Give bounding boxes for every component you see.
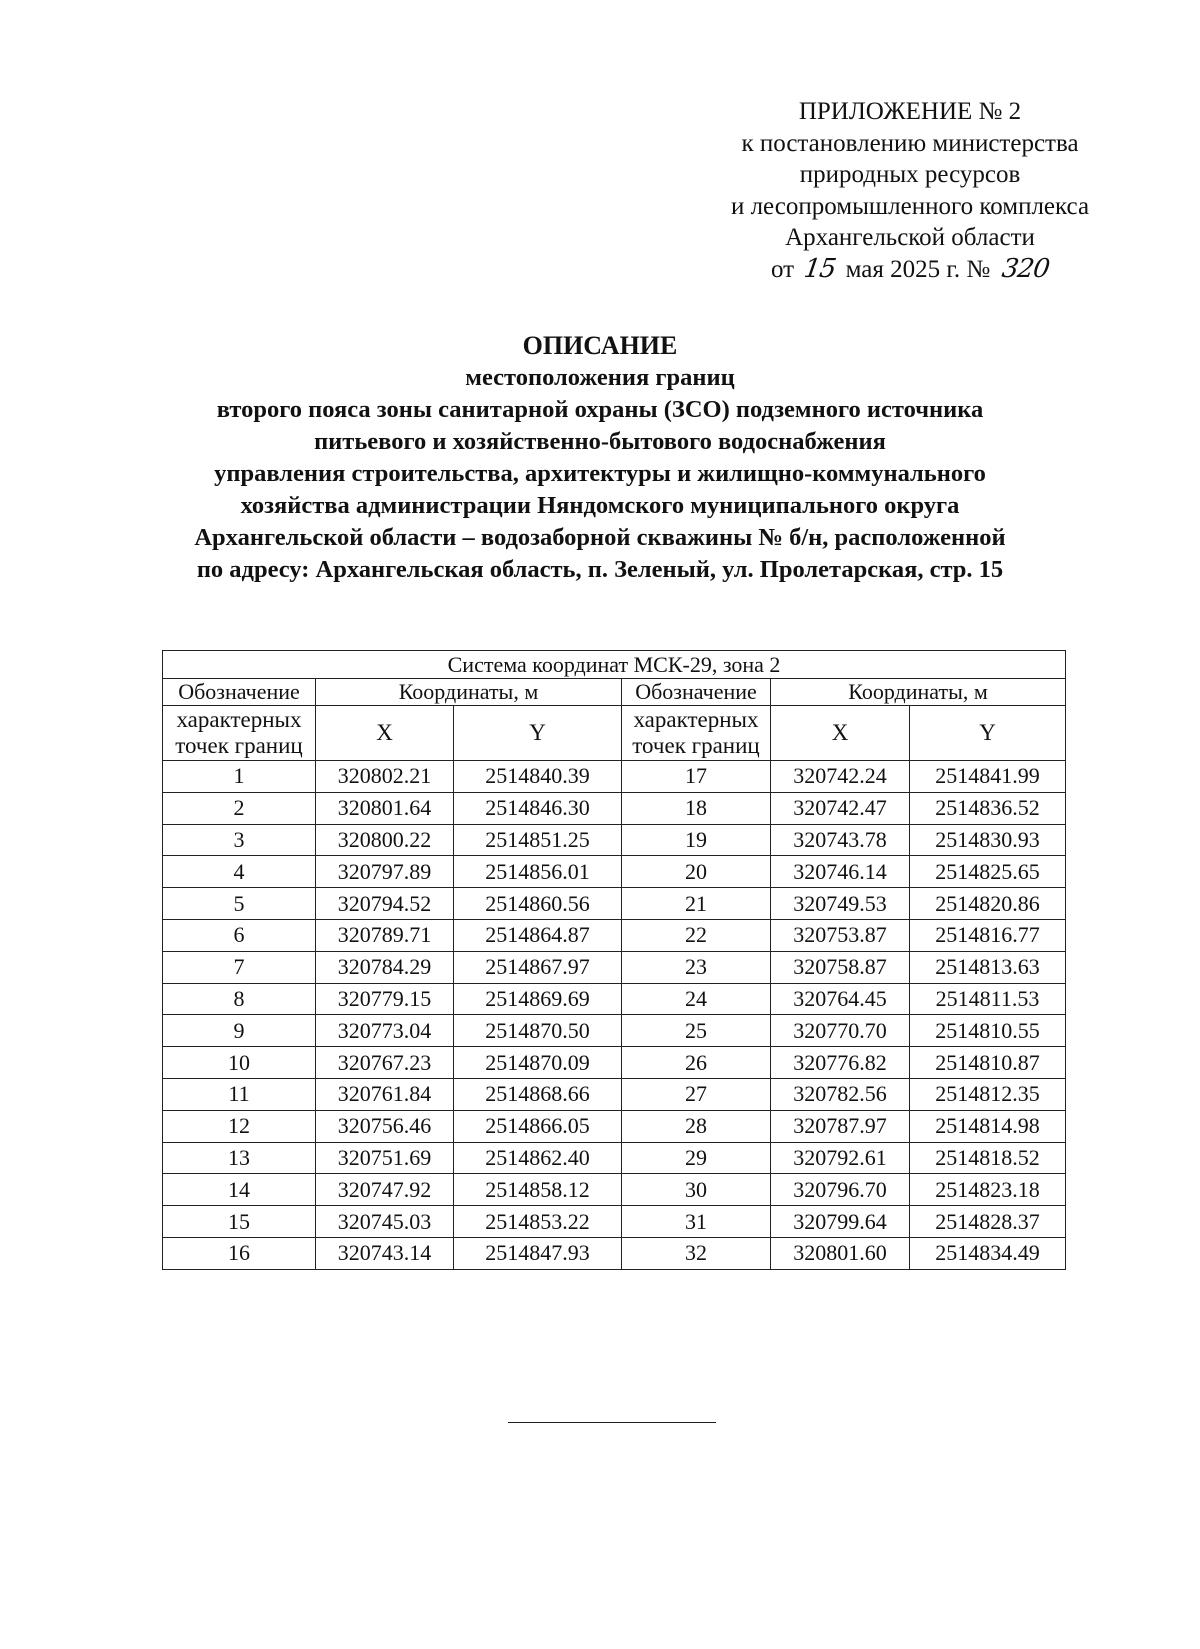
x-value-left: 320747.92: [316, 1174, 454, 1206]
table-row: [163, 792, 1066, 824]
y-value-right: 2514811.53: [910, 983, 1066, 1015]
x-value-left: 320773.04: [316, 1015, 454, 1047]
point-header-left-line2: характерных: [176, 707, 302, 732]
y-value-right: 2514818.52: [910, 1142, 1066, 1174]
table-row: [163, 951, 1066, 983]
point-number-right: 30: [622, 1174, 771, 1206]
point-number-left: 2: [163, 792, 316, 824]
appendix-line-resources: природных ресурсов: [799, 161, 1021, 188]
x-value-right: 320753.87: [771, 919, 910, 951]
y-value-left: 2514869.69: [454, 983, 622, 1015]
y-value-right: 2514830.93: [910, 824, 1066, 856]
y-header-right: Y: [910, 706, 1066, 761]
coords-header-right: Координаты, м: [771, 679, 1066, 706]
x-header-right: X: [771, 706, 910, 761]
point-number-right: 22: [622, 919, 771, 951]
appendix-title: ПРИЛОЖЕНИЕ № 2: [798, 98, 1022, 125]
point-number-left: 13: [163, 1142, 316, 1174]
point-number-left: 15: [163, 1206, 316, 1238]
document-title-block: [130, 330, 1070, 586]
point-number-left: 7: [163, 951, 316, 983]
point-number-left: 9: [163, 1015, 316, 1047]
x-value-right: 320742.24: [771, 761, 910, 793]
point-number-right: 27: [622, 1078, 771, 1110]
x-value-left: 320802.21: [316, 761, 454, 793]
y-value-right: 2514823.18: [910, 1174, 1066, 1206]
point-number-left: 4: [163, 856, 316, 888]
table-row: [163, 824, 1066, 856]
table-row: [163, 856, 1066, 888]
table-row: [163, 1206, 1066, 1238]
y-value-right: 2514816.77: [910, 919, 1066, 951]
x-value-right: 320776.82: [771, 1047, 910, 1079]
y-value-left: 2514870.50: [454, 1015, 622, 1047]
y-value-right: 2514814.98: [910, 1110, 1066, 1142]
x-value-right: 320801.60: [771, 1237, 910, 1269]
table-row: [163, 1015, 1066, 1047]
x-value-left: 320751.69: [316, 1142, 454, 1174]
x-value-right: 320742.47: [771, 792, 910, 824]
y-header-left: Y: [454, 706, 622, 761]
title-line: питьевого и хозяйственно-бытового водоснабжения: [314, 428, 886, 455]
table-row: [163, 1078, 1066, 1110]
point-number-right: 18: [622, 792, 771, 824]
point-number-right: 31: [622, 1206, 771, 1238]
title-line: управления строительства, архитектуры и жилищно-коммунального: [214, 460, 986, 487]
y-value-left: 2514846.30: [454, 792, 622, 824]
point-header-left-1: Обозначение: [163, 679, 316, 706]
table-subheader-row: [163, 706, 1066, 761]
y-value-left: 2514866.05: [454, 1110, 622, 1142]
point-number-right: 26: [622, 1047, 771, 1079]
table-row: [163, 1110, 1066, 1142]
y-value-right: 2514810.87: [910, 1047, 1066, 1079]
document-subtitle: [130, 362, 1070, 586]
point-number-left: 8: [163, 983, 316, 1015]
point-header-right-2: [622, 706, 771, 761]
point-header-right-line3: точек границ: [632, 733, 760, 758]
table-row: [163, 983, 1066, 1015]
x-value-right: 320746.14: [771, 856, 910, 888]
x-value-left: 320784.29: [316, 951, 454, 983]
point-number-left: 10: [163, 1047, 316, 1079]
point-header-right-line2: характерных: [633, 707, 759, 732]
y-value-left: 2514870.09: [454, 1047, 622, 1079]
x-value-left: 320794.52: [316, 888, 454, 920]
point-number-right: 23: [622, 951, 771, 983]
title-line: хозяйства администрации Няндомского муниципального округа: [240, 492, 960, 519]
coordinates-table: [162, 650, 1066, 1270]
x-value-left: 320761.84: [316, 1078, 454, 1110]
point-header-left-2: [163, 706, 316, 761]
table-header-row: [163, 679, 1066, 706]
table-row: [163, 919, 1066, 951]
y-value-right: 2514828.37: [910, 1206, 1066, 1238]
y-value-right: 2514836.52: [910, 792, 1066, 824]
y-value-left: 2514858.12: [454, 1174, 622, 1206]
point-number-left: 12: [163, 1110, 316, 1142]
point-number-left: 11: [163, 1078, 316, 1110]
point-number-right: 24: [622, 983, 771, 1015]
point-number-right: 25: [622, 1015, 771, 1047]
appendix-line-resolution: к постановлению министерства: [741, 129, 1079, 157]
point-number-left: 14: [163, 1174, 316, 1206]
point-number-left: 5: [163, 888, 316, 920]
document-title: ОПИСАНИЕ: [522, 331, 678, 360]
point-number-right: 20: [622, 856, 771, 888]
x-value-left: 320779.15: [316, 983, 454, 1015]
y-value-right: 2514812.35: [910, 1078, 1066, 1110]
y-value-right: 2514841.99: [910, 761, 1066, 793]
x-value-right: 320758.87: [771, 951, 910, 983]
handwritten-day: 15: [802, 253, 838, 284]
x-value-right: 320749.53: [771, 888, 910, 920]
x-header-left: X: [316, 706, 454, 761]
y-value-left: 2514868.66: [454, 1078, 622, 1110]
end-divider-line: [508, 1422, 716, 1423]
x-value-right: 320743.78: [771, 824, 910, 856]
y-value-left: 2514853.22: [454, 1206, 622, 1238]
x-value-left: 320743.14: [316, 1237, 454, 1269]
point-number-right: 32: [622, 1237, 771, 1269]
x-value-right: 320796.70: [771, 1174, 910, 1206]
date-prefix: от: [770, 255, 795, 283]
title-line: по адресу: Архангельская область, п. Зеленый, ул. Пролетарская, стр. 15: [196, 556, 1004, 583]
appendix-line-region: Архангельской области: [785, 224, 1035, 251]
point-number-left: 16: [163, 1237, 316, 1269]
point-header-left-line3: точек границ: [175, 733, 303, 758]
title-line: местоположения границ: [465, 364, 735, 391]
x-value-left: 320745.03: [316, 1206, 454, 1238]
appendix-date-line: [700, 254, 1120, 286]
y-value-right: 2514820.86: [910, 888, 1066, 920]
table-row: [163, 1047, 1066, 1079]
y-value-left: 2514847.93: [454, 1237, 622, 1269]
x-value-left: 320797.89: [316, 856, 454, 888]
y-value-right: 2514834.49: [910, 1237, 1066, 1269]
point-number-left: 6: [163, 919, 316, 951]
x-value-right: 320770.70: [771, 1015, 910, 1047]
x-value-left: 320756.46: [316, 1110, 454, 1142]
x-value-right: 320782.56: [771, 1078, 910, 1110]
appendix-line-complex: и лесопромышленного комплекса: [730, 192, 1090, 220]
y-value-left: 2514856.01: [454, 856, 622, 888]
title-line: Архангельской области – водозаборной скважины № б/н, расположенной: [194, 524, 1006, 551]
y-value-left: 2514840.39: [454, 761, 622, 793]
point-header-right-1: Обозначение: [622, 679, 771, 706]
table-system-row: [163, 651, 1066, 679]
handwritten-doc-number: 320: [1000, 253, 1052, 284]
point-number-left: 1: [163, 761, 316, 793]
appendix-header: [700, 96, 1120, 285]
x-value-left: 320767.23: [316, 1047, 454, 1079]
x-value-right: 320787.97: [771, 1110, 910, 1142]
table-row: [163, 761, 1066, 793]
y-value-left: 2514864.87: [454, 919, 622, 951]
date-rest: мая 2025 г. №: [845, 255, 991, 283]
point-number-right: 28: [622, 1110, 771, 1142]
x-value-left: 320789.71: [316, 919, 454, 951]
table-row: [163, 888, 1066, 920]
x-value-right: 320764.45: [771, 983, 910, 1015]
x-value-left: 320800.22: [316, 824, 454, 856]
title-line: второго пояса зоны санитарной охраны (ЗСО) подземного источника: [216, 396, 984, 423]
table-row: [163, 1174, 1066, 1206]
x-value-right: 320792.61: [771, 1142, 910, 1174]
y-value-right: 2514810.55: [910, 1015, 1066, 1047]
y-value-right: 2514813.63: [910, 951, 1066, 983]
coords-header-left: Координаты, м: [316, 679, 622, 706]
point-number-right: 21: [622, 888, 771, 920]
point-number-right: 29: [622, 1142, 771, 1174]
x-value-right: 320799.64: [771, 1206, 910, 1238]
y-value-left: 2514867.97: [454, 951, 622, 983]
table-row: [163, 1237, 1066, 1269]
point-number-right: 19: [622, 824, 771, 856]
point-number-right: 17: [622, 761, 771, 793]
y-value-left: 2514862.40: [454, 1142, 622, 1174]
y-value-right: 2514825.65: [910, 856, 1066, 888]
y-value-left: 2514851.25: [454, 824, 622, 856]
coordinate-system-cell: Система координат МСК-29, зона 2: [163, 651, 1066, 679]
y-value-left: 2514860.56: [454, 888, 622, 920]
x-value-left: 320801.64: [316, 792, 454, 824]
table-row: [163, 1142, 1066, 1174]
point-number-left: 3: [163, 824, 316, 856]
